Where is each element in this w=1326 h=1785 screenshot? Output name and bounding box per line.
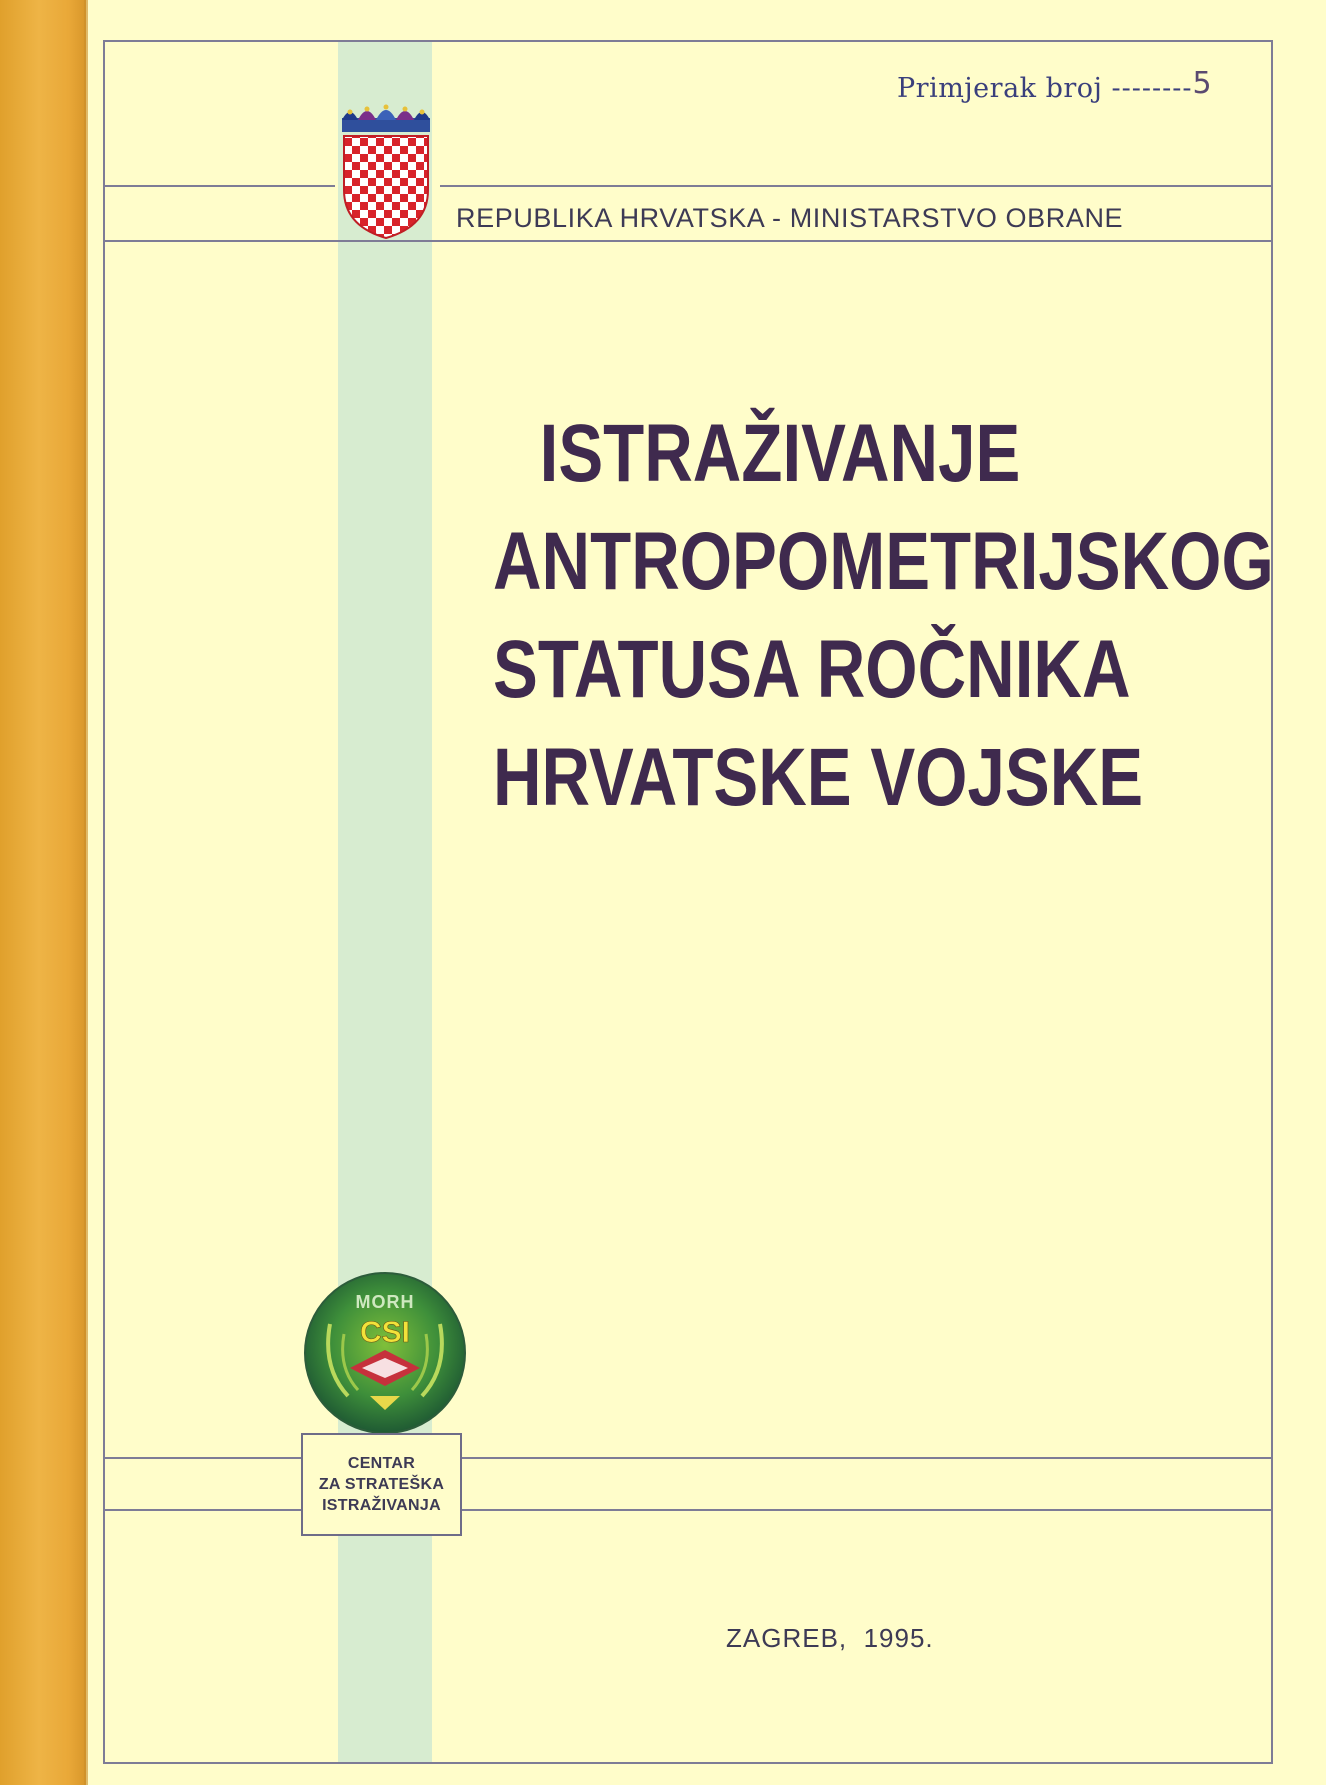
title-line-3: STATUSA ROČNIKA [493, 624, 1131, 715]
header-rule-top-right [440, 185, 1273, 187]
footer-rule-top-left [103, 1457, 303, 1459]
emblem-center-text: CSI [359, 1316, 411, 1349]
title-line-1: ISTRAŽIVANJE [539, 408, 1021, 499]
copy-number-stamp [897, 66, 1213, 105]
ministry-heading: REPUBLIKA HRVATSKA - MINISTARSTVO OBRANE [456, 203, 1124, 233]
publisher-line-2: ZA STRATEŠKA [318, 1476, 445, 1493]
cover-frame [103, 40, 1273, 1764]
place-and-year: ZAGREB, 1995. [726, 1623, 934, 1653]
footer-rule-bottom-right [460, 1509, 1273, 1511]
header-rule-bottom [103, 240, 1273, 242]
stamp-label: Primjerak broj [897, 73, 1103, 104]
crown [342, 105, 430, 133]
title-line-2: ANTROPOMETRIJSKOG [493, 516, 1274, 607]
title-line-4: HRVATSKE VOJSKE [493, 732, 1144, 823]
book-spine [0, 0, 86, 1785]
stamp-dashes: -------- [1111, 73, 1193, 104]
publisher-line-1: CENTAR [347, 1455, 416, 1472]
footer-rule-bottom-left [103, 1509, 303, 1511]
publisher-line-3: ISTRAŽIVANJA [322, 1497, 441, 1514]
csi-emblem-icon [300, 1268, 470, 1438]
header-rule-top-left [103, 185, 335, 187]
stamp-number: 5 [1192, 66, 1213, 101]
emblem-top-text: MORH [355, 1292, 415, 1312]
document-title [493, 400, 1274, 832]
spine-edge [84, 0, 88, 1785]
footer-rule-top-right [460, 1457, 1273, 1459]
publisher-box [301, 1433, 462, 1536]
croatian-coat-of-arms-icon [336, 98, 436, 248]
